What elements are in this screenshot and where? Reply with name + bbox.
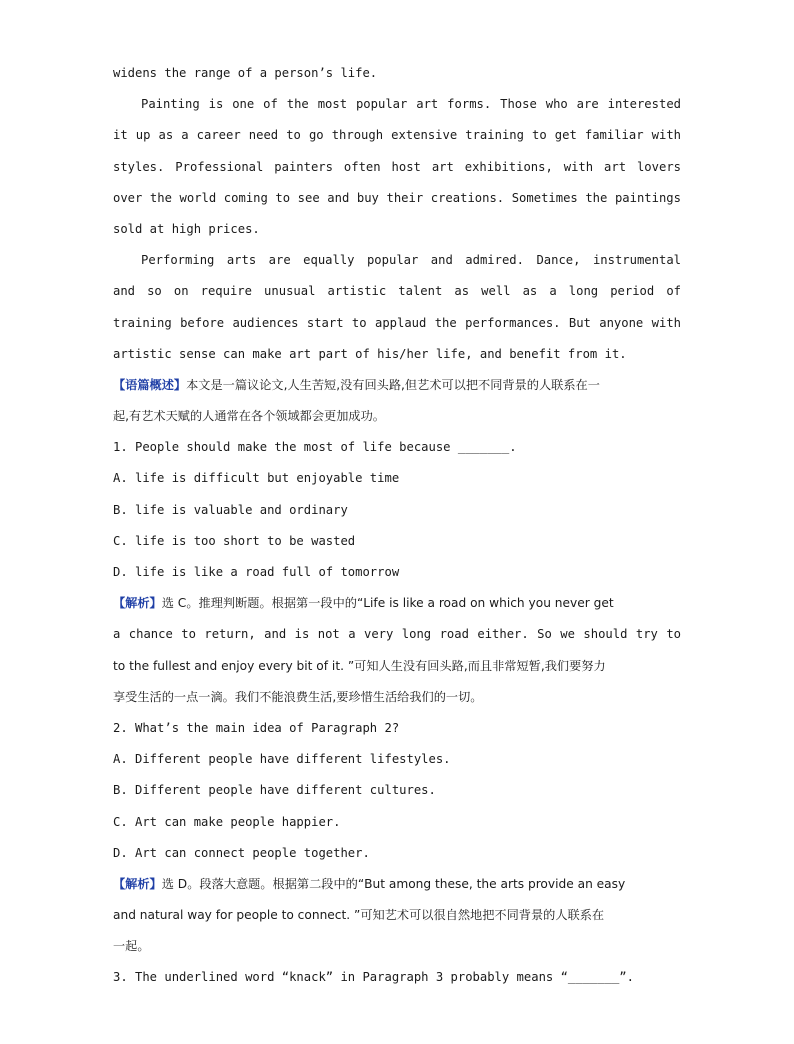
option-b: B. Different people have different cultures. bbox=[113, 783, 436, 798]
passage-line: over the world coming to see and buy their creations. Sometimes the paintings bbox=[113, 190, 681, 205]
option-b: B. life is valuable and ordinary bbox=[113, 502, 348, 517]
analysis-text: 选 C。推理判断题。根据第一段中的“Life is like a road on which you never get bbox=[161, 596, 614, 611]
passage-line: widens the range of a person’s life. bbox=[113, 66, 378, 80]
passage-line: artistic sense can make art part of his/her life, and benefit from it. bbox=[113, 346, 627, 361]
question-stem: 1. People should make the most of life because _______. bbox=[113, 440, 517, 455]
passage-line: and so on require unusual artistic talent as well as a long period of bbox=[113, 284, 681, 299]
question-stem: 3. The underlined word “knack” in Paragraph 3 probably means “_______”. bbox=[113, 970, 634, 985]
analysis-tag: 【解析】 bbox=[113, 596, 162, 611]
option-c: C. life is too short to be wasted bbox=[113, 533, 356, 548]
passage-line: Painting is one of the most popular art forms. Those who are interested bbox=[141, 97, 681, 112]
analysis-line bbox=[113, 588, 681, 619]
analysis-line: 享受生活的一点一滴。我们不能浪费生活,要珍惜生活给我们的一切。 bbox=[113, 689, 483, 704]
option-a: A. life is difficult but enjoyable time bbox=[113, 471, 400, 486]
option-d: D. life is like a road full of tomorrow bbox=[113, 565, 400, 579]
summary-tag: 【语篇概述】 bbox=[113, 377, 187, 392]
question-stem: 2. What’s the main idea of Paragraph 2? bbox=[113, 720, 400, 735]
summary-text: 本文是一篇议论文,人生苦短,没有回头路,但艺术可以把不同背景的人联系在一 bbox=[186, 377, 600, 392]
passage-line: it up as a career need to go through extensive training to get familiar with bbox=[113, 128, 681, 143]
option-d: D. Art can connect people together. bbox=[113, 845, 370, 860]
option-a: A. Different people have different lifestyles. bbox=[113, 752, 451, 767]
document-page bbox=[113, 58, 681, 994]
analysis-text: 选 D。段落大意题。根据第二段中的“But among these, the arts provide an easy bbox=[161, 876, 626, 891]
passage-line: sold at high prices. bbox=[113, 221, 260, 236]
analysis-line: 一起。 bbox=[113, 939, 150, 954]
summary-line bbox=[113, 370, 681, 401]
option-c: C. Art can make people happier. bbox=[113, 814, 341, 829]
passage-line: training before audiences start to applaud the performances. But anyone with bbox=[113, 315, 681, 330]
passage-line: Performing arts are equally popular and admired. Dance, instrumental bbox=[141, 253, 681, 268]
analysis-line: to the fullest and enjoy every bit of it. ”可知人生没有回头路,而且非常短暂,我们要努力 bbox=[113, 658, 606, 673]
passage-line: styles. Professional painters often host art exhibitions, with art lovers bbox=[113, 159, 681, 174]
analysis-line bbox=[113, 869, 681, 900]
analysis-line: and natural way for people to connect. ”可知艺术可以很自然地把不同背景的人联系在 bbox=[113, 908, 605, 923]
analysis-line: a chance to return, and is not a very long road either. So we should try to bbox=[113, 627, 681, 642]
analysis-tag: 【解析】 bbox=[113, 876, 162, 891]
summary-line: 起,有艺术天赋的人通常在各个领域都会更加成功。 bbox=[113, 409, 385, 424]
